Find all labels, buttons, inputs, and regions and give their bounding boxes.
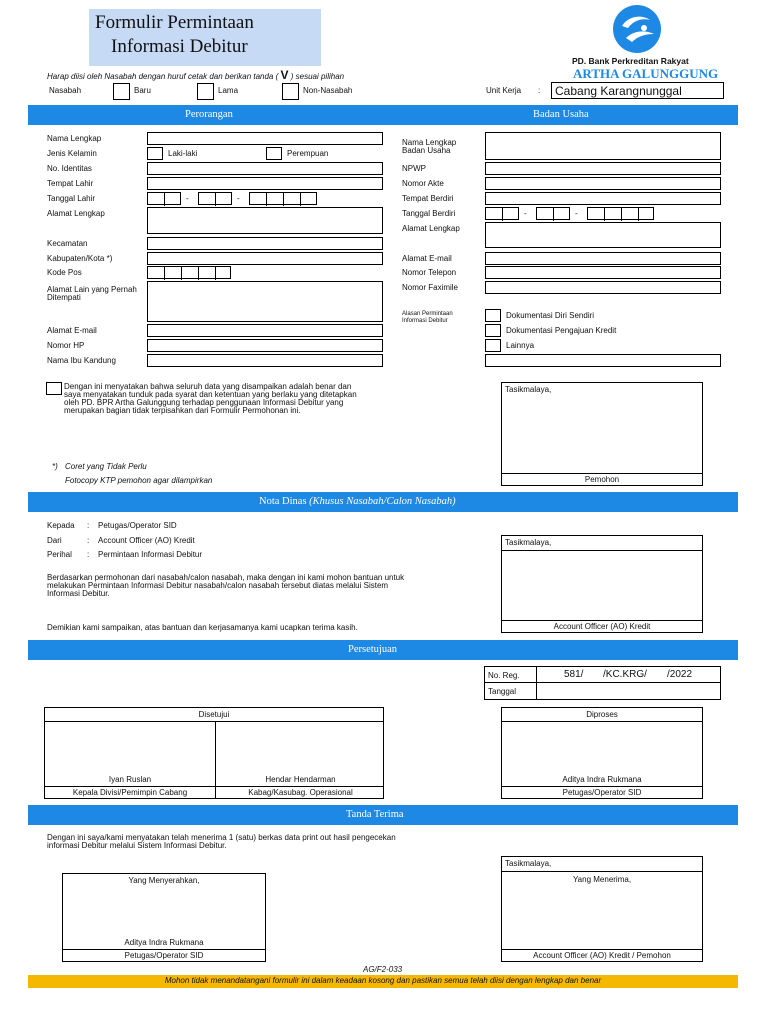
- label-alamat-badan: Alamat Lengkap: [402, 224, 460, 233]
- section-badan-usaha: Badan Usaha: [533, 109, 589, 120]
- label-nama-badan-2: Badan Usaha: [402, 146, 451, 155]
- checkbox-lama[interactable]: [197, 83, 214, 100]
- nasabah-label: Nasabah: [49, 86, 82, 95]
- label-alamat-lengkap: Alamat Lengkap: [47, 209, 105, 218]
- signer-pemohon: Pemohon: [502, 473, 702, 485]
- label-kabupaten: Kabupaten/Kota *): [47, 254, 113, 263]
- field-lainnya[interactable]: [485, 354, 721, 367]
- field-tanggal-lahir-day[interactable]: [147, 192, 181, 205]
- nota-body-3: Informasi Debitur.: [47, 589, 110, 598]
- label-nama-ibu: Nama Ibu Kandung: [47, 356, 116, 365]
- no-reg-part1: 581/: [564, 669, 584, 680]
- receiver-place: Tasikmalaya,: [505, 859, 552, 868]
- field-nama-ibu[interactable]: [147, 354, 383, 367]
- instruction-pre: Harap diisi oleh Nasabah dengan huruf cetak dan berikan tanda (: [47, 72, 279, 81]
- label-no-identitas: No. Identitas: [47, 164, 92, 173]
- no-reg-label: No. Reg.: [488, 671, 520, 680]
- bank-subtitle: PD. Bank Perkreditan Rakyat: [572, 56, 689, 66]
- field-tempat-lahir[interactable]: [147, 177, 383, 190]
- nota-body-2: melakukan Permintaan Informasi Debitur nasabah/calon nasabah tersebut diatas melalui Sistem: [47, 581, 389, 590]
- signature-box-receiver[interactable]: [501, 856, 703, 962]
- label-jenis-kelamin: Jenis Kelamin: [47, 149, 97, 158]
- label-tanggal-lahir: Tanggal Lahir: [47, 194, 96, 203]
- nota-dinas-main: Nota Dinas: [259, 496, 307, 507]
- tanggal-row[interactable]: [484, 683, 721, 700]
- label-tanggal-berdiri: Tanggal Berdiri: [402, 209, 456, 218]
- receiver-caption: Yang Menerima,: [572, 875, 632, 884]
- checkbox-declaration[interactable]: [46, 382, 62, 395]
- instruction-post: ) sesuai pilihan: [290, 72, 345, 81]
- label-dok-kredit: Dokumentasi Pengajuan Kredit: [506, 326, 617, 335]
- label-dok-diri: Dokumentasi Diri Sendiri: [506, 311, 595, 320]
- section-bar-persetujuan: [28, 640, 738, 660]
- signer2-title: Kabag/Kasubag. Operasional: [248, 788, 353, 797]
- option-lama-label: Lama: [218, 86, 239, 95]
- field-tanggal-berdiri-month[interactable]: [536, 207, 570, 220]
- nota-closing: Demikian kami sampaikan, atas bantuan dan kerjasamanya kami ucapkan terima kasih.: [47, 623, 358, 632]
- section-perorangan: Perorangan: [185, 109, 233, 120]
- label-nomor-hp: Nomor HP: [47, 341, 85, 350]
- label-nama-badan-1: Nama Lengkap: [402, 138, 457, 147]
- field-alamat-lengkap[interactable]: [147, 207, 383, 234]
- form-title-line1: Formulir Permintaan: [95, 12, 254, 33]
- label-nama-lengkap: Nama Lengkap: [47, 134, 102, 143]
- checkbox-laki-laki[interactable]: [147, 147, 163, 160]
- checkbox-perempuan[interactable]: [266, 147, 282, 160]
- value-perihal: Permintaan Informasi Debitur: [98, 550, 203, 559]
- field-kecamatan[interactable]: [147, 237, 383, 250]
- option-non-nasabah-label: Non-Nasabah: [303, 86, 353, 95]
- dash-4: -: [575, 209, 578, 218]
- no-reg-row: [484, 666, 721, 683]
- section-persetujuan: Persetujuan: [348, 644, 397, 655]
- field-alamat-badan[interactable]: [485, 222, 721, 248]
- section-tanda-terima: Tanda Terima: [346, 809, 404, 820]
- approval-box: [44, 707, 384, 799]
- nota-body-1: Berdasarkan permohonan dari nasabah/calon nasabah, maka dengan ini kami mohon bantuan untuk: [47, 573, 405, 582]
- field-nomor-telepon[interactable]: [485, 266, 721, 279]
- field-alamat-email[interactable]: [147, 324, 383, 337]
- field-no-identitas[interactable]: [147, 162, 383, 175]
- tanda-terima-text1: Dengan ini saya/kami menyatakan telah menerima 1 (satu) berkas data print out hasil pengecekan: [47, 833, 396, 842]
- no-reg-part2: /KC.KRG/: [603, 669, 647, 680]
- checkbox-dok-diri[interactable]: [485, 309, 501, 322]
- signer1-name: Iyan Ruslan: [108, 775, 152, 784]
- value-kepada: Petugas/Operator SID: [98, 521, 177, 530]
- dash-3: -: [524, 209, 527, 218]
- label-kode-pos: Kode Pos: [47, 268, 82, 277]
- label-perihal: Perihal: [47, 550, 72, 559]
- colon-perihal: :: [87, 550, 90, 559]
- checkbox-dok-kredit[interactable]: [485, 324, 501, 337]
- giver-name: Aditya Indra Rukmana: [124, 938, 204, 947]
- label-tempat-berdiri: Tempat Berdiri: [402, 194, 454, 203]
- label-dari: Dari: [47, 536, 62, 545]
- field-tanggal-berdiri-year[interactable]: [587, 207, 654, 220]
- label-nomor-faximile: Nomor Faximile: [402, 283, 459, 292]
- label-kecamatan: Kecamatan: [47, 239, 88, 248]
- field-nomor-akte[interactable]: [485, 177, 721, 190]
- unit-kerja-field[interactable]: Cabang Karangnunggal: [551, 82, 724, 99]
- label-lainnya: Lainnya: [506, 341, 535, 350]
- field-alamat-lain[interactable]: [147, 281, 383, 322]
- field-nomor-hp[interactable]: [147, 339, 383, 352]
- label-alamat-lain-2: Ditempati: [47, 293, 81, 302]
- signer1-title: Kepala Divisi/Pemimpin Cabang: [72, 788, 188, 797]
- bank-name: ARTHA GALUNGGUNG: [573, 66, 719, 81]
- signer3-name: Aditya Indra Rukmana: [562, 775, 642, 784]
- note-fotocopy: Fotocopy KTP pemohon agar dilampirkan: [65, 476, 213, 485]
- instruction-text: [47, 68, 344, 82]
- section-nota-dinas: [259, 496, 456, 507]
- field-nama-lengkap[interactable]: [147, 132, 383, 145]
- section-bar-tanda-terima: [28, 805, 738, 825]
- place-pemohon: Tasikmalaya,: [505, 385, 552, 394]
- signer2-name: Hendar Hendarman: [265, 775, 336, 784]
- field-kode-pos[interactable]: [147, 266, 231, 279]
- place-ao: Tasikmalaya,: [505, 538, 552, 547]
- signature-box-giver[interactable]: [62, 873, 266, 962]
- label-alamat-email: Alamat E-mail: [47, 326, 97, 335]
- giver-title: Petugas/Operator SID: [124, 951, 204, 960]
- footer-warning: Mohon tidak menandatangani formulir ini dalam keadaan kosong dan pastikan semua telah diisi dengan lengkap dan benar: [28, 975, 738, 988]
- colon-kepada: :: [87, 521, 90, 530]
- declaration-line1: Dengan ini menyatakan bahwa seluruh data yang disampaikan adalah benar dan: [64, 382, 352, 391]
- signer-ao: Account Officer (AO) Kredit: [502, 620, 702, 632]
- label-alasan-1: Alasan Permintaan: [402, 311, 453, 317]
- label-kepada: Kepada: [47, 521, 75, 530]
- tanggal-label: Tanggal: [488, 687, 517, 696]
- colon-dari: :: [87, 536, 90, 545]
- field-npwp[interactable]: [485, 162, 721, 175]
- field-tanggal-lahir-year[interactable]: [249, 192, 317, 205]
- bank-logo-icon: [612, 4, 662, 54]
- section-bar-identitas: [28, 105, 738, 125]
- dash-1: -: [186, 194, 189, 203]
- field-tanggal-berdiri-day[interactable]: [485, 207, 519, 220]
- check-mark: V: [280, 68, 289, 82]
- label-npwp: NPWP: [402, 164, 426, 173]
- signature-box-pemohon[interactable]: [501, 382, 703, 486]
- signer3-title: Petugas/Operator SID: [562, 788, 642, 797]
- declaration-line2: saya menyatakan tunduk pada syarat dan ketentuan yang berlaku yang ditetapkan: [64, 390, 357, 399]
- no-reg-part3: /2022: [667, 669, 693, 680]
- label-laki-laki: Laki-laki: [168, 149, 198, 158]
- declaration-line3: oleh PD. BPR Artha Galunggung terhadap penggunaan Informasi Debitur yang: [64, 398, 344, 407]
- unit-kerja-colon: :: [538, 86, 541, 95]
- value-dari: Account Officer (AO) Kredit: [98, 536, 195, 545]
- note-coret: Coret yang Tidak Perlu: [65, 462, 147, 471]
- checkbox-lainnya[interactable]: [485, 339, 501, 352]
- declaration-line4: merupakan bagian tidak terpisahkan dari Formulir Permohonan ini.: [64, 406, 301, 415]
- label-perempuan: Perempuan: [287, 149, 329, 158]
- field-kabupaten[interactable]: [147, 252, 383, 265]
- label-alamat-lain-1: Alamat Lain yang Pernah: [47, 285, 137, 294]
- unit-kerja-label: Unit Kerja: [486, 86, 522, 95]
- field-nomor-faximile[interactable]: [485, 281, 721, 294]
- checkbox-non-nasabah[interactable]: [282, 83, 299, 100]
- checkbox-baru[interactable]: [113, 83, 130, 100]
- nota-dinas-sub: (Khusus Nasabah/Calon Nasabah): [309, 496, 456, 507]
- label-alasan-2: Informasi Debitur: [402, 318, 448, 324]
- process-box: [501, 707, 703, 799]
- field-email-badan[interactable]: [485, 252, 721, 265]
- field-tempat-berdiri[interactable]: [485, 192, 721, 205]
- label-email-badan: Alamat E-mail: [402, 254, 452, 263]
- dash-2: -: [237, 194, 240, 203]
- disetujui-label: Disetujui: [198, 710, 230, 719]
- label-nomor-akte: Nomor Akte: [402, 179, 444, 188]
- receiver-title: Account Officer (AO) Kredit / Pemohon: [533, 951, 671, 960]
- section-bar-nota-dinas: [28, 492, 738, 512]
- option-baru-label: Baru: [134, 86, 151, 95]
- giver-caption: Yang Menyerahkan,: [128, 876, 200, 885]
- diproses-label: Diproses: [586, 710, 618, 719]
- label-tempat-lahir: Tempat Lahir: [47, 179, 94, 188]
- label-nomor-telepon: Nomor Telepon: [402, 268, 457, 277]
- field-tanggal-lahir-month[interactable]: [198, 192, 232, 205]
- tanda-terima-text2: informasi Debitur melalui Sistem Informasi Debitur.: [47, 841, 227, 850]
- field-nama-badan-usaha[interactable]: [485, 132, 721, 160]
- form-code: AG/F2-033: [363, 965, 403, 974]
- form-title-box: [89, 9, 321, 66]
- signature-box-ao[interactable]: [501, 535, 703, 633]
- note-mark: *): [52, 462, 58, 471]
- form-title-line2: Informasi Debitur: [111, 36, 248, 57]
